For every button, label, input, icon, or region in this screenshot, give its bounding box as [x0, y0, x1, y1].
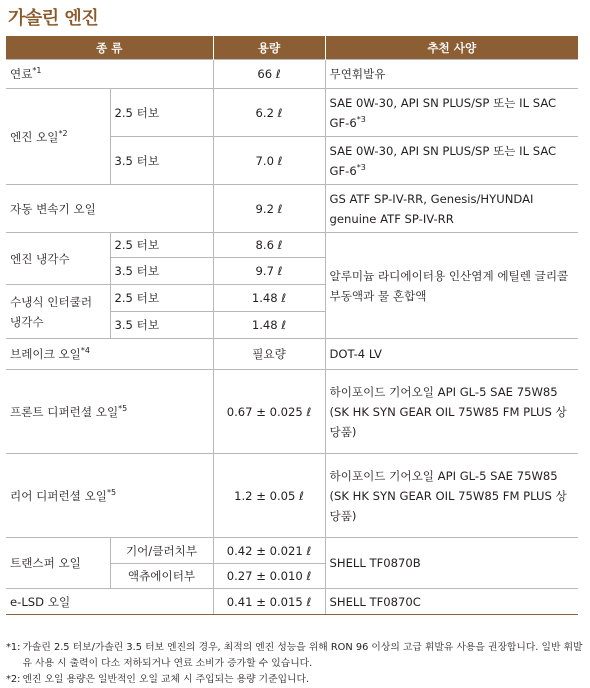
spec-cell: DOT-4 LV — [325, 339, 578, 370]
spec-cell — [325, 137, 578, 185]
footnotes — [6, 640, 584, 688]
capacity-cell: 8.6 ℓ — [213, 233, 325, 258]
footnote-text: 가솔린 2.5 터보/가솔린 3.5 터보 엔진의 경우, 최적의 엔진 성능을 위해 RON 96 이상의 고급 휘발유 사용을 권장합니다. 일반 휘발유 사용 시 출력이 다소 저하되거나 연료 소비가 증가할 수 있습니다. — [22, 642, 583, 669]
row-label-transmission: 자동 변속기 오일 — [6, 185, 213, 233]
row-label-elsd: e-LSD 오일 — [6, 589, 213, 615]
sub-label: 2.5 터보 — [110, 89, 213, 137]
footnote-mark: *1 — [32, 66, 42, 75]
label-text: 브레이크 오일 — [10, 347, 81, 361]
spec-line: (SK HK SYN GEAR OIL 75W85 FM PLUS 상당품) — [329, 404, 567, 439]
footnote-mark: *5 — [106, 487, 117, 497]
table-row — [6, 89, 578, 137]
header-type: 종 류 — [6, 36, 213, 60]
label-text: 연료 — [10, 67, 33, 81]
table-row — [6, 185, 578, 233]
capacity-cell: 9.2 ℓ — [213, 185, 325, 233]
table-row — [6, 233, 578, 258]
capacity-cell: 9.7 ℓ — [213, 258, 325, 285]
footnote-mark: *3 — [356, 114, 366, 124]
row-label-rear-diff — [6, 454, 213, 538]
row-label-fuel — [6, 60, 213, 89]
sub-label: 액츄에이터부 — [110, 564, 213, 589]
sub-label: 기어/클러치부 — [110, 538, 213, 564]
sub-label: 3.5 터보 — [110, 258, 213, 285]
sub-label: 2.5 터보 — [110, 233, 213, 258]
row-label-brake — [6, 339, 213, 370]
capacity-cell: 66 ℓ — [213, 60, 325, 89]
header-recommended: 추천 사양 — [325, 36, 578, 60]
table-row — [6, 339, 578, 370]
row-label-coolant: 엔진 냉각수 — [6, 233, 110, 285]
footnote-mark: *1 — [6, 642, 18, 653]
capacity-cell: 1.48 ℓ — [213, 312, 325, 339]
sub-label: 2.5 터보 — [110, 285, 213, 312]
table-row — [6, 538, 578, 564]
header-capacity: 용량 — [213, 36, 325, 60]
spec-line: 하이포이드 기어오일 API GL-5 SAE 75W85 — [329, 384, 558, 399]
row-label-intercooler: 수냉식 인터쿨러 냉각수 — [6, 285, 110, 339]
footnote-mark: *2 — [58, 128, 68, 138]
spec-cell — [325, 454, 578, 538]
footnote-text: 엔진 오일 용량은 일반적인 오일 교체 시 주입되는 용량 기준입니다. — [22, 674, 310, 685]
capacity-cell: 7.0 ℓ — [213, 137, 325, 185]
label-text: 엔진 오일 — [10, 129, 59, 144]
footnote-mark: *4 — [80, 346, 90, 355]
table-row — [6, 589, 578, 615]
spec-cell — [325, 370, 578, 454]
spec-cell: SHELL TF0870C — [325, 589, 578, 615]
capacity-cell: 필요량 — [213, 339, 325, 370]
label-text: 리어 디퍼런셜 오일 — [10, 488, 107, 503]
table-header-row — [6, 36, 578, 60]
fluid-spec-table — [6, 36, 578, 615]
footnote-mark: *5 — [118, 403, 128, 413]
spec-text: SAE 0W-30, API SN PLUS/SP 또는 IL SAC GF-6 — [329, 95, 557, 130]
footnote — [6, 672, 584, 688]
footnote-mark: *2 — [6, 674, 18, 685]
sub-label: 3.5 터보 — [110, 312, 213, 339]
capacity-cell: 6.2 ℓ — [213, 89, 325, 137]
sub-label: 3.5 터보 — [110, 137, 213, 185]
spec-cell: GS ATF SP-IV-RR, Genesis/HYUNDAI genuine ATF SP-IV-RR — [325, 185, 578, 233]
spec-cell: SHELL TF0870B — [325, 538, 578, 589]
row-label-transfer: 트랜스퍼 오일 — [6, 538, 110, 589]
capacity-cell: 0.67 ± 0.025 ℓ — [213, 370, 325, 454]
footnote — [6, 640, 584, 672]
row-label-front-diff — [6, 370, 213, 454]
spec-cell-coolant: 알루미늄 라디에이터용 인산염계 에틸렌 글리콜 부동액과 물 혼합액 — [325, 233, 578, 339]
section-title: 가솔린 엔진 — [8, 8, 99, 29]
row-label-engine-oil — [6, 89, 110, 185]
capacity-cell: 1.48 ℓ — [213, 285, 325, 312]
spec-cell: 무연휘발유 — [325, 60, 578, 89]
label-text: 프론트 디퍼런셜 오일 — [10, 404, 119, 419]
table-row — [6, 454, 578, 538]
footnote-mark: *3 — [356, 162, 366, 172]
footnote-colon: : — [17, 674, 21, 685]
capacity-cell: 0.42 ± 0.021 ℓ — [213, 538, 325, 564]
footnote-colon: : — [17, 642, 21, 653]
capacity-cell: 1.2 ± 0.05 ℓ — [213, 454, 325, 538]
spec-cell — [325, 89, 578, 137]
table-row — [6, 370, 578, 454]
capacity-cell: 0.41 ± 0.015 ℓ — [213, 589, 325, 615]
table-row — [6, 60, 578, 89]
spec-line: 하이포이드 기어오일 API GL-5 SAE 75W85 — [329, 468, 558, 483]
spec-text: SAE 0W-30, API SN PLUS/SP 또는 IL SAC GF-6 — [329, 143, 557, 178]
capacity-cell: 0.27 ± 0.010 ℓ — [213, 564, 325, 589]
spec-line: (SK HK SYN GEAR OIL 75W85 FM PLUS 상당품) — [329, 488, 567, 523]
